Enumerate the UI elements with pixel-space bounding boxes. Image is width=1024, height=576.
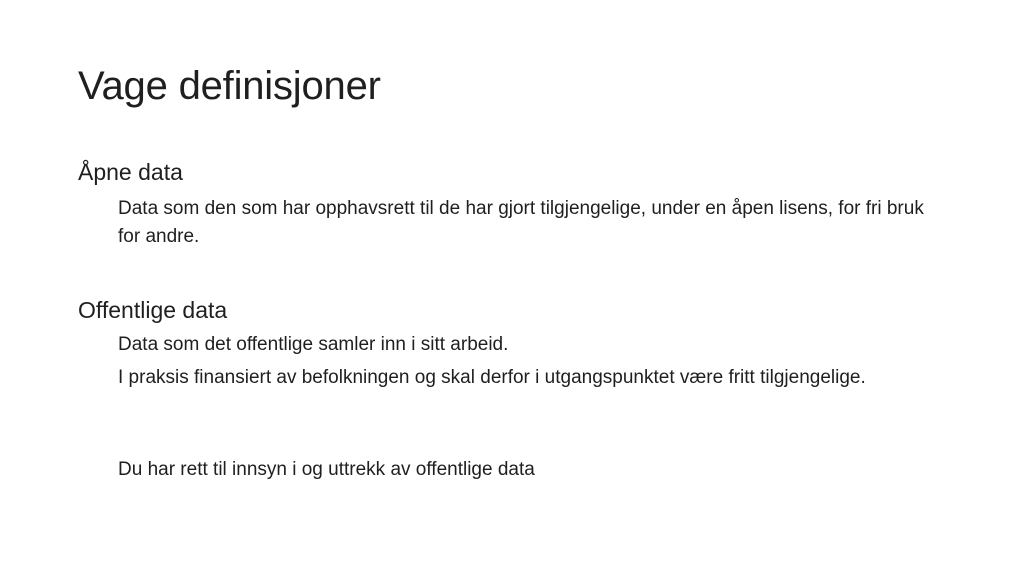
section-heading-offentlige-data: Offentlige data — [78, 297, 228, 323]
section-heading-apne-data: Åpne data — [78, 159, 183, 185]
section-paragraph: I praksis finansiert av befolkningen og skal derfor i utgangspunktet være fritt tilgjengelige. — [118, 367, 866, 388]
section-paragraph: Data som den som har opphavsrett til de har gjort tilgjengelige, under en åpen lisens, for fri bruk for andre. — [118, 198, 924, 247]
section-paragraph: Du har rett til innsyn i og uttrekk av offentlige data — [118, 459, 535, 480]
section-paragraph: Data som det offentlige samler inn i sitt arbeid. — [118, 334, 509, 355]
slide-title: Vage definisjoner — [78, 64, 381, 108]
